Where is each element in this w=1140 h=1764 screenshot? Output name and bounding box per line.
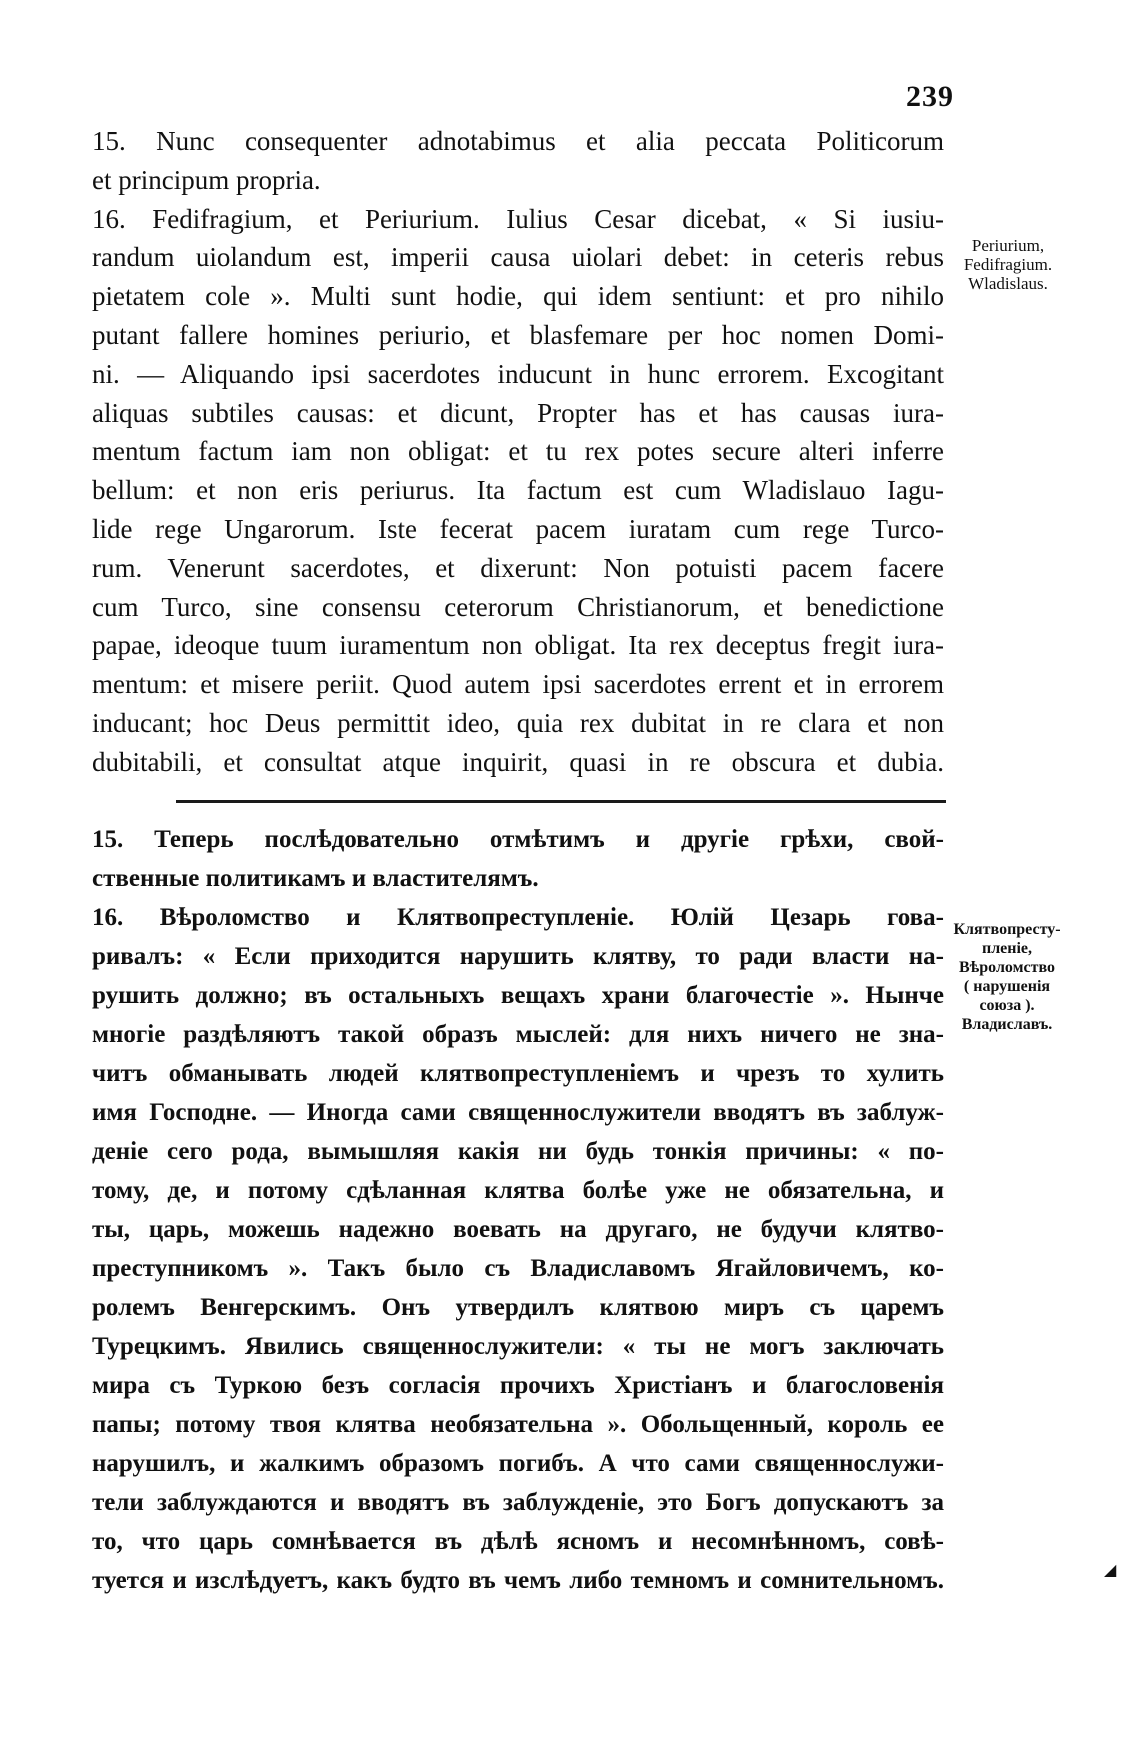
margin-note-line: Вѣроломство [958, 959, 1056, 976]
russian-text-block [92, 820, 944, 1600]
russian-line: то, что царь сомнѣвается въ дѣлѣ ясномъ и несомнѣнномъ, совѣ- [92, 1528, 944, 1555]
russian-line: рушить должно; въ остальныхъ вещахъ храни благочестіе ». Нынче [92, 982, 944, 1009]
latin-line: putant fallere homines periurio, et blasfemare per hoc nomen Domi- [92, 319, 944, 350]
russian-line: папы; потому твоя клятва необязательна ». Обольщенный, король ее [92, 1411, 944, 1438]
latin-line: pietatem cole ». Multi sunt hodie, qui idem sentiunt: et pro nihilo [92, 281, 944, 312]
margin-note-line: Клятвопресту- [953, 921, 1061, 938]
margin-note-line: пленіе, [981, 940, 1033, 957]
latin-line: mentum: et misere periit. Quod autem ipsi sacerdotes errent et in errorem [92, 669, 944, 700]
russian-line: ролемъ Венгерскимъ. Онъ утвердилъ клятвою миръ съ царемъ [92, 1294, 944, 1321]
margin-note-line: ( нарушенія [963, 978, 1051, 995]
russian-line: ственные политикамъ и властителямъ. [92, 865, 539, 892]
russian-line: мира съ Туркою безъ согласія прочихъ Христіанъ и благословенія [92, 1372, 944, 1399]
russian-line: преступникомъ ». Такъ было съ Владиславомъ Ягайловичемъ, ко- [92, 1255, 944, 1282]
margin-note-line: Владиславъ. [961, 1016, 1053, 1033]
latin-line: ni. — Aliquando ipsi sacerdotes inducunt in hunc errorem. Excogitant [92, 358, 944, 389]
russian-line: Турецкимъ. Явились священнослужители: « ты не могъ заключать [92, 1333, 944, 1360]
latin-line: mentum factum iam non obligat: et tu rex potes secure alteri inferre [92, 436, 944, 467]
section-divider [176, 800, 946, 803]
latin-text-block [92, 122, 944, 782]
margin-note-line: Periurium, [971, 236, 1045, 255]
latin-line: rum. Venerunt sacerdotes, et dixerunt: Non potuisti pacem facere [92, 552, 944, 583]
margin-note-line: союза ). [979, 997, 1035, 1014]
latin-line: lide rege Ungarorum. Iste fecerat pacem iuratam cum rege Turco- [92, 513, 944, 544]
russian-line: многіе раздѣляютъ такой образъ мыслей: для нихъ ничего не зна- [92, 1021, 944, 1048]
russian-line: ривалъ: « Если приходится нарушить клятву, то ради власти на- [92, 943, 944, 970]
scan-corner-mark-icon: ◢ [1104, 1562, 1117, 1579]
margin-note-line: Wladislaus. [968, 274, 1048, 293]
margin-note-line: Fedifragium. [963, 255, 1053, 274]
russian-line: тели заблуждаются и вводятъ въ заблужденіе, это Богъ допускаютъ за [92, 1489, 944, 1516]
russian-line: имя Господне. — Иногда сами священнослужители вводятъ въ заблуж- [92, 1099, 944, 1126]
latin-line: 15. Nunc consequenter adnotabimus et alia peccata Politicorum [92, 126, 944, 156]
russian-line: туется и изслѣдуетъ, какъ будто въ чемъ либо темномъ и сомнительномъ. [92, 1567, 944, 1594]
page-number: 239 [906, 80, 954, 113]
russian-line: 15. Теперь послѣдовательно отмѣтимъ и другіе грѣхи, свой- [92, 826, 944, 853]
latin-line: inducant; hoc Deus permittit ideo, quia rex dubitat in re clara et non [92, 707, 944, 738]
latin-margin-note [948, 236, 1068, 293]
russian-line: ты, царь, можешь надежно воевать на другаго, не будучи клятво- [92, 1216, 944, 1243]
russian-margin-note [942, 920, 1072, 1034]
latin-line: bellum: et non eris periurus. Ita factum est cum Wladislauo Iagu- [92, 475, 944, 506]
russian-line: тому, де, и потому сдѣланная клятва болѣе уже не обязательна, и [92, 1177, 944, 1204]
latin-line: 16. Fedifragium, et Periurium. Iulius Cesar dicebat, « Si iusiu- [92, 203, 944, 234]
russian-line: 16. Вѣроломство и Клятвопреступленіе. Юлій Цезарь гова- [92, 904, 944, 931]
russian-line: деніе сего рода, вымышляя какія ни будь тонкія причины: « по- [92, 1138, 944, 1165]
latin-line: randum uiolandum est, imperii causa uiolari debet: in ceteris rebus [92, 242, 944, 273]
latin-line: cum Turco, sine consensu ceterorum Christianorum, et benedictione [92, 591, 944, 622]
russian-line: нарушилъ, и жалкимъ образомъ погибъ. А что сами священнослужи- [92, 1450, 944, 1477]
latin-line: et principum propria. [92, 164, 321, 195]
latin-line: dubitabili, et consultat atque inquirit, quasi in re obscura et dubia. [92, 746, 944, 777]
latin-line: papae, ideoque tuum iuramentum non obligat. Ita rex deceptus fregit iura- [92, 630, 944, 661]
russian-line: читъ обманывать людей клятвопреступленіемъ и чрезъ то хулить [92, 1060, 944, 1087]
latin-line: aliquas subtiles causas: et dicunt, Propter has et has causas iura- [92, 397, 944, 428]
